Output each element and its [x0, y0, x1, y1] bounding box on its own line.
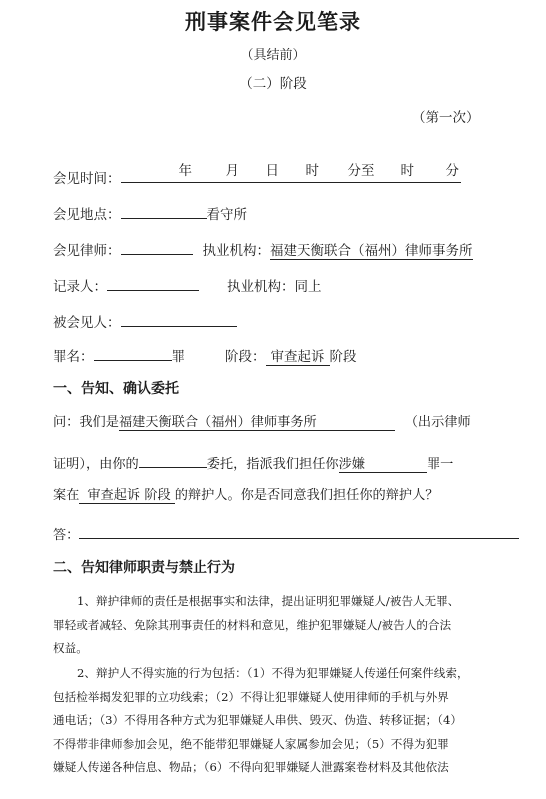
stage-heading: （二）阶段 — [239, 76, 307, 92]
answer-row — [53, 521, 519, 541]
interviewee-field[interactable] — [121, 309, 237, 327]
question-prefix: 问：我们是 — [53, 415, 119, 430]
question-show: （出示律师 — [404, 415, 471, 430]
document-title: 刑事案件会见笔录 — [185, 10, 361, 34]
question-line2-d: 罪一 — [426, 457, 454, 472]
lawyer-label: 会见律师： — [53, 243, 121, 259]
recorder-firm-label: 执业机构： — [227, 279, 295, 295]
suspected-charge-field[interactable]: 涉嫌 — [339, 457, 427, 473]
meeting-place-suffix: 看守所 — [206, 207, 247, 223]
charge-row — [53, 343, 357, 363]
para2-line-1: 2、辩护人不得实施的行为包括：（1）不得为犯罪嫌疑人传递任何案件线索， — [77, 666, 469, 680]
recorder-firm-value: 同上 — [294, 279, 322, 295]
time-minute-to: 分至 — [347, 163, 375, 179]
para2-line-4: 不得带非律师参加会见，绝不能带犯罪嫌疑人家属参加会见；（5）不得为犯罪 — [53, 736, 449, 751]
time-minute-2: 分 — [445, 163, 459, 179]
meeting-time-row — [53, 165, 461, 185]
stage-label: 阶段： — [225, 349, 266, 365]
stage-value: 审查起诉 — [266, 349, 330, 366]
para2-line-3: 通电话；（3）不得用各种方式为犯罪嫌疑人串供、毁灭、伪造、转移证据；（4） — [53, 713, 462, 727]
recorder-row — [53, 273, 322, 293]
para1-line-3: 权益。 — [53, 641, 88, 655]
time-day: 日 — [265, 163, 279, 179]
lawyer-row — [53, 237, 473, 257]
question-line3-d: 的辩护人。你是否同意我们担任你的辩护人？ — [174, 488, 439, 503]
meeting-time-field[interactable] — [121, 165, 461, 183]
meeting-place-row — [53, 201, 247, 221]
time-hour: 时 — [305, 163, 319, 179]
duty-paragraph-2 — [53, 662, 523, 780]
question-line-1 — [53, 413, 471, 433]
question-stage-value — [79, 488, 174, 504]
firm-value: 福建天衡联合（福州）律师事务所 — [270, 243, 473, 259]
answer-label: 答： — [53, 528, 80, 543]
charge-suffix: 罪 — [171, 349, 185, 365]
time-year: 年 — [178, 163, 192, 179]
question-line-3 — [53, 486, 438, 506]
question-stage-word: 审查起诉 — [87, 488, 141, 503]
time-hour-2: 时 — [400, 163, 414, 179]
recorder-label: 记录人： — [53, 279, 107, 295]
charge-field[interactable] — [94, 343, 172, 361]
question-line3-a: 案在 — [53, 488, 80, 503]
meeting-time-label: 会见时间： — [53, 171, 121, 187]
question-line2-b: 委托，指派我们担任你 — [206, 457, 339, 472]
interviewee-row — [53, 309, 237, 329]
question-line-2 — [53, 450, 453, 470]
para2-line-5: 嫌疑人传递各种信息、物品；（6）不得向犯罪嫌疑人泄露案卷材料及其他依法 — [53, 760, 449, 774]
time-month: 月 — [225, 163, 239, 179]
question-line2-a: 证明），由你的 — [53, 457, 139, 472]
para1-line-2: 罪轻或者减轻、免除其刑事责任的材料和意见，维护犯罪嫌疑人/被告人的合法 — [53, 617, 452, 632]
lawyer-field[interactable] — [121, 237, 193, 255]
recorder-field[interactable] — [107, 273, 199, 291]
section2-heading: 二、告知律师职责与禁止行为 — [53, 560, 235, 576]
interviewee-label: 被会见人： — [53, 315, 121, 331]
firm-label: 执业机构： — [202, 243, 270, 259]
charge-label: 罪名： — [53, 349, 94, 365]
stage-suffix: 阶段 — [329, 349, 357, 365]
section1-heading: 一、告知、确认委托 — [53, 381, 179, 397]
para1-line-1: 1、辩护律师的责任是根据事实和法律，提出证明犯罪嫌疑人/被告人无罪、 — [77, 594, 460, 608]
client-field[interactable] — [139, 450, 207, 468]
para2-line-2: 包括检举揭发犯罪的立功线索；（2）不得让犯罪嫌疑人使用律师的手机与外界 — [53, 689, 449, 704]
meeting-count: （第一次） — [412, 110, 480, 126]
meeting-place-field[interactable] — [121, 201, 207, 219]
answer-field[interactable] — [79, 521, 519, 539]
duty-paragraph-1 — [53, 590, 523, 661]
meeting-place-label: 会见地点： — [53, 207, 121, 223]
question-stage-suffix: 阶段 — [144, 488, 171, 503]
question-firm: 福建天衡联合（福州）律师事务所 — [119, 415, 395, 431]
document-subtitle: （具结前） — [240, 48, 306, 63]
